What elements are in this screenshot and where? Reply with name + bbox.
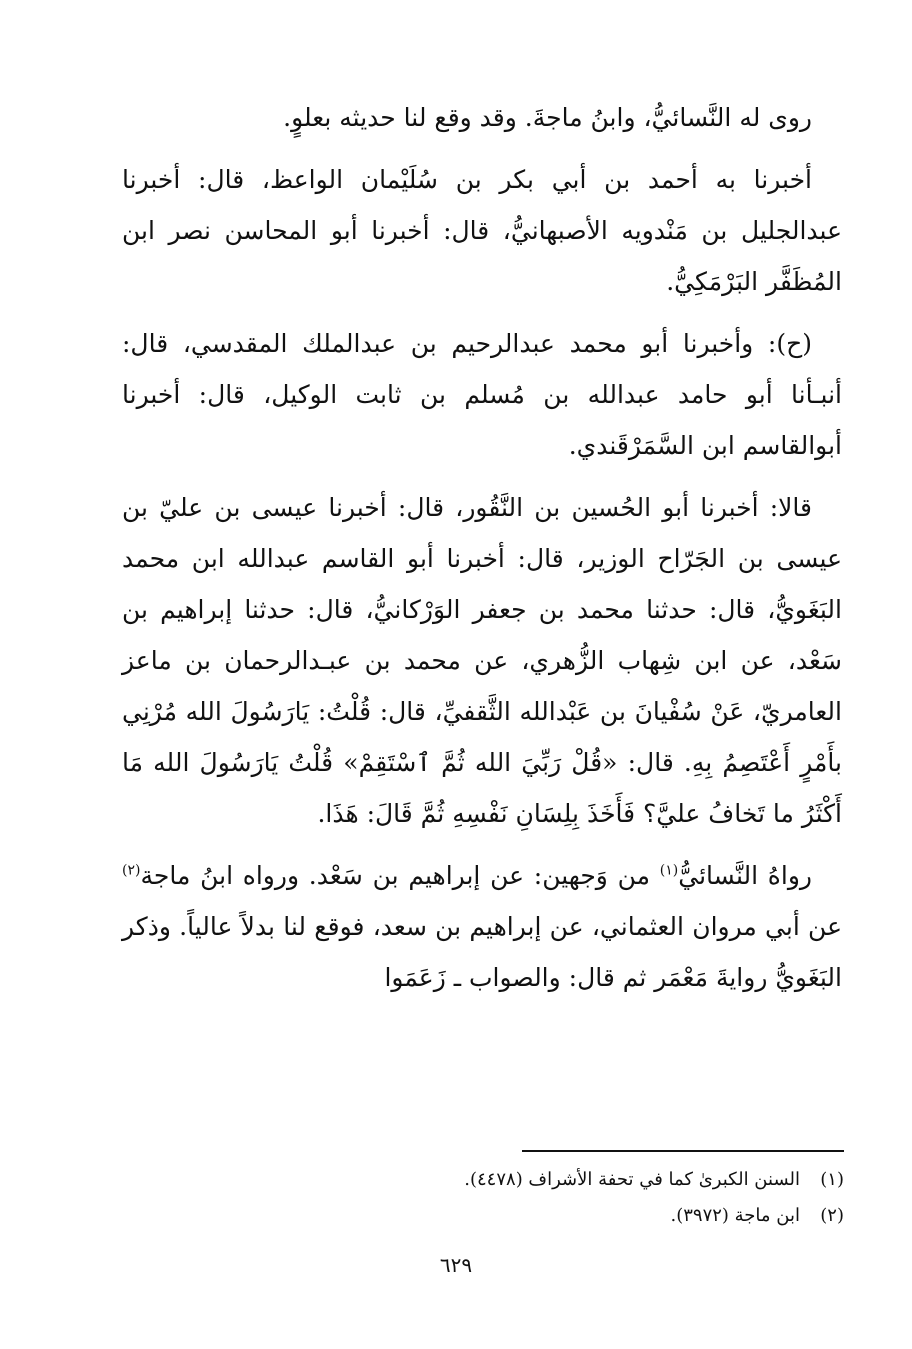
- takhrij-text-part-2: من وَجهين: عن إبراهيم بن سَعْد. ورواه ابنُ ماجة: [140, 861, 660, 890]
- paragraph-isnad-second: (ح): وأخبرنا أبو محمد عبدالرحيم بن عبدالملك المقدسي، قال: أنبـأنا أبو حامد عبدالله بن مُسلم بن ثابت الوكيل، قال: أخبرنا أبوالقاسم ابن السَّمَرْقَندي.: [122, 329, 842, 460]
- footnote-ref-2: (٢): [122, 862, 141, 879]
- page-number: ٦٢٩: [439, 1253, 473, 1277]
- paragraph-hadith: قالا: أخبرنا أبو الحُسين بن النَّقُور، قال: أخبرنا عيسى بن عليّ بن عيسى بن الجَرّاح الوزير، قال: أخبرنا أبو القاسم عبدالله ابن محمد البَغَويُّ، قال: حدثنا محمد بن جعفر الوَرْكانيُّ، قال: حدثنا إبراهيم بن سَعْد، عن ابن شِهاب الزُّهري، عن محمد بن عبـدالرحمان بن ماعز العامريّ، عَنْ سُفْيانَ بن عَبْدالله الثَّقفيِّ، قال: قُلْتُ: يَارَسُولَ الله مُرْنِي بأَمْرٍ أَعْتَصِمُ بِهِ. قال: «قُلْ رَبِّيَ الله ثُمَّ ٱسْتَقِمْ» قُلْتُ يَارَسُولَ الله مَا أَكْثَرُ ما تَخافُ عليَّ؟ فَأَخَذَ بِلِسَانِ نَفْسِهِ ثُمَّ قَالَ: هَذَا.: [122, 493, 842, 828]
- footnote-text: السنن الكبرىٰ كما في تحفة الأشراف (٤٤٧٨).: [464, 1169, 800, 1190]
- footnote-number: (١): [820, 1169, 844, 1190]
- paragraph-isnad-first: أخبرنا به أحمد بن أبي بكر بن سُلَيْمان الواعظ، قال: أخبرنا عبدالجليل بن مَنْدويه الأصبهانيُّ، قال: أخبرنا أبو المحاسن نصر ابن المُظَفَّر البَرْمَكِيُّ.: [122, 165, 842, 296]
- footnote-ref-1: (١): [659, 862, 679, 879]
- paragraph-takhrij: [122, 850, 842, 1003]
- footnote-number: (٢): [820, 1205, 844, 1226]
- main-text: [122, 92, 842, 1003]
- footnote-1: [300, 1162, 844, 1198]
- takhrij-text-part-3: عن أبي مروان العثماني، عن إبراهيم بن سعد، فوقع لنا بدلاً عالياً. وذكر البَغَويُّ روايةَ مَعْمَر ثم قال: والصواب ـ زَعَمَوا: [122, 912, 842, 992]
- paragraph-narration-note: روى له النَّسائيُّ، وابنُ ماجةَ. وقد وقع لنا حديثه بعلوٍ.: [283, 103, 812, 132]
- takhrij-text-part-1: رواهُ النَّسائيُّ: [678, 861, 812, 890]
- footnotes: [300, 1150, 844, 1234]
- footnote-2: [300, 1198, 844, 1234]
- footnote-text: ابن ماجة (٣٩٧٢).: [670, 1205, 800, 1226]
